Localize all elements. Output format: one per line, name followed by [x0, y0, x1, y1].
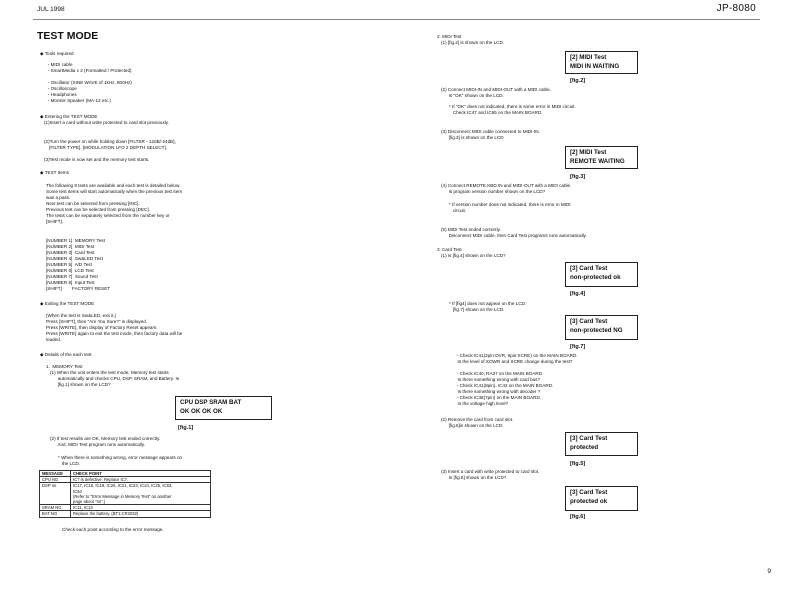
card-step-2: (2) Remove the card from card slot. [fig.5]is shown on the LCD. [441, 417, 514, 428]
items-heading: ◆ TEST Items [40, 170, 69, 175]
error-table [39, 470, 211, 518]
fig1-caption: [fig.1] [178, 425, 194, 431]
enter-step-1: (1)Insert a card without write protected to card slot previously. [44, 120, 170, 125]
midi-step-3: (3) Disconnect MIDI cable connected to MIDI-IN. [fig.3] is shown on the LCD [441, 129, 540, 140]
fig1-line-1: CPU DSP SRAM BAT [180, 399, 242, 406]
tools-list: ・MIDI cable ・SmartMedia x 2 (Formatted / Protected) ・Oscillator (SINE WAVE of 1kHz, 800Hz) ・Oscilloscope ・Headphones ・Monitor Speaker (MA-12 etc.) [46, 62, 132, 103]
table-cell: Replace the battery. (BT1:CR2032) [71, 511, 211, 517]
fig6-line-1: [3] Card Test [570, 489, 608, 496]
page-title: TEST MODE [37, 30, 99, 42]
table-cell: BAT NG [40, 511, 71, 517]
fig2-line-2: MIDI IN WAITING [570, 62, 620, 70]
table-note: Check each point according to the error message. [62, 527, 164, 532]
fig3-caption: [fig.3] [570, 174, 586, 180]
table-header-cell: MESSAGE [40, 471, 71, 477]
exit-body: (When the test is Sw&LED, exit it.) Press [SHIFT], then "Are You Sure?" is displayed. Press [WRITE], then display of Factory Reset appears. Press [WRITE] again to exit the test mode, then factory data will be loaded. [46, 313, 183, 342]
fig3-line-1: [2] MIDI Test [570, 149, 607, 156]
page-number: 9 [767, 568, 771, 575]
enter-step-3: (3)Test mode is now set and the memory test starts. [44, 157, 150, 162]
memory-test-step-1: (1) When the unit enters the test mode, Memory test starts automatically and checks CPU, DSP, SRAM, and Battery. Is [fig.1] shown on the LCD? [50, 370, 180, 387]
table-cell: IC17, IC18, IC19, IC20, IC21, IC23, IC24, IC25, IC63, IC64 (Refer to "Error Message in Memory Test" on another page about "nn".) [71, 483, 211, 505]
fig7-caption: [fig.7] [570, 344, 586, 350]
midi-step-4: (4) Connect REMOTE KBD IN and MIDI-OUT with a MIDI cable. Is program version number shown on the LCD? [441, 183, 572, 194]
midi-test-heading: 2. MIDI Test [437, 34, 462, 39]
fig2-lcd-box [565, 51, 638, 74]
card-test-heading: 3. Card Test [437, 247, 462, 252]
midi-step-5: (5) MIDI Test ended correctly. Disconnect MIDI cable, then Card Test programs runs automatically. [441, 227, 587, 238]
midi-step-2: (2) Connect MIDI-IN and MIDI-OUT with a MIDI cable. Is "OK" shown on the LCD. [441, 87, 551, 98]
table-header-cell: CHECK POINT [71, 471, 211, 477]
details-heading: ◆ Details of the each test [40, 352, 92, 357]
table-cell: CPU NG [40, 477, 71, 483]
items-description: The following 8 tests are available and each test is detailed below. Some test items will start automatically when the previous test item was a pass. Next test can be selected from pressing [INC]. Previous test can be selected from pressing [DEC]. The tests can be separately selected from the number key or [SHIFT]. [46, 183, 183, 224]
table-cell: SRAM NG [40, 505, 71, 511]
table-cell: IC7 is defective. Replace IC7. [71, 477, 211, 483]
fig7-lcd-box [565, 315, 638, 340]
fig2-caption: [fig.2] [570, 78, 586, 84]
table-cell: DSP nn [40, 483, 71, 505]
fig6-line-2: protected ok [570, 497, 608, 505]
enter-step-2: (2)Turn the power on while holding down [FILTER - 12dB/-24dB], [FILTER TYPE], [MODULATION LFO 2 DEPTH SELECT]. [44, 139, 176, 150]
fig5-line-2: protected [570, 443, 599, 451]
memory-test-step-2: (2) If test results are OK, Memory test ended correctly. And, MIDI Test program runs automatically. [50, 436, 161, 447]
fig6-lcd-box [565, 486, 638, 511]
fig7-line-1: [3] Card Test [570, 318, 608, 325]
memory-test-note: * When there is something wrong, error message appears on the LCD. [58, 455, 183, 466]
table-row [40, 511, 211, 517]
exit-heading: ◆ Exiting the TEST MODE [40, 301, 95, 306]
memory-test-heading: 1. MEMORY Test [46, 364, 83, 369]
card-step-3: (3) Insert a card with write protected to card slot. Is [fig.6] shown on the LCD? [441, 469, 540, 480]
fig4-lcd-box [565, 262, 638, 287]
fig7-line-2: non-protected NG [570, 326, 623, 334]
fig5-caption: [fig.5] [570, 461, 586, 467]
fig5-lcd-box [565, 432, 638, 456]
fig2-line-1: [2] MIDI Test [570, 54, 607, 61]
fig4-line-2: non-protected ok [570, 273, 621, 281]
header-model: JP-8080 [716, 3, 756, 14]
midi-step-1: (1) [fig.2] is shown on the LCD. [441, 40, 505, 45]
fig4-caption: [fig.4] [570, 291, 586, 297]
items-list: [NUMBER 1] MEMORY Test [NUMBER 2] MIDI Test [NUMBER 3] Card Test [NUMBER 4] Sw&LED Test [NUMBER 5] A/D Test [NUMBER 6] LCD Test [NUMBER 7] Sound Test [NUMBER 8] Input Test [SHIFT] FACTORY RESET [46, 238, 111, 291]
header-date: JUL 1998 [37, 6, 65, 13]
fig6-caption: [fig.6] [570, 514, 586, 520]
card-step-1-note: * If [fig4] does not appear on the LCD: [fig.7] shown on the LCD. [449, 301, 527, 312]
fig3-lcd-box [565, 146, 638, 169]
fig1-line-2: OK OK OK OK [180, 407, 223, 415]
fig5-line-1: [3] Card Test [570, 435, 608, 442]
fig1-lcd-box [175, 396, 272, 420]
tools-heading: ◆ Tools required [40, 51, 74, 56]
card-check-list: ・Check IC41(2pin:OVR, 6pin:XCRE) on the MAIN BOARD. Is the level of XOWR and XCRE change during the test? ・Check IC40, RA37 on the MAIN BOARD. Is there something wrong with card bus? ・Check IC41(8pin), IC42 on the MAIN BOARD. Is there something wrong with decoder ? ・Check IC38(7pin) on the MAIN BOARD. Is the voltage high level? [455, 353, 578, 406]
table-cell: IC11, IC13 [71, 505, 211, 511]
card-step-1: (1) Is [fig.4] shown on the LCD? [441, 253, 506, 258]
fig4-line-1: [3] Card Test [570, 265, 608, 272]
header-rule [33, 19, 760, 20]
midi-step-4-note: * If version number does not indicated, there is error in MIDI circuit. [449, 202, 571, 213]
fig3-line-2: REMOTE WAITING [570, 157, 625, 165]
table-row [40, 483, 211, 505]
enter-heading: ◆ Entering the TEST MODE [40, 114, 98, 119]
midi-step-2-note: * If "OK" does not indicated, there is some error in MIDI circuit. Check IC47 and IC65 on the MAIN BOARD. [449, 104, 576, 115]
